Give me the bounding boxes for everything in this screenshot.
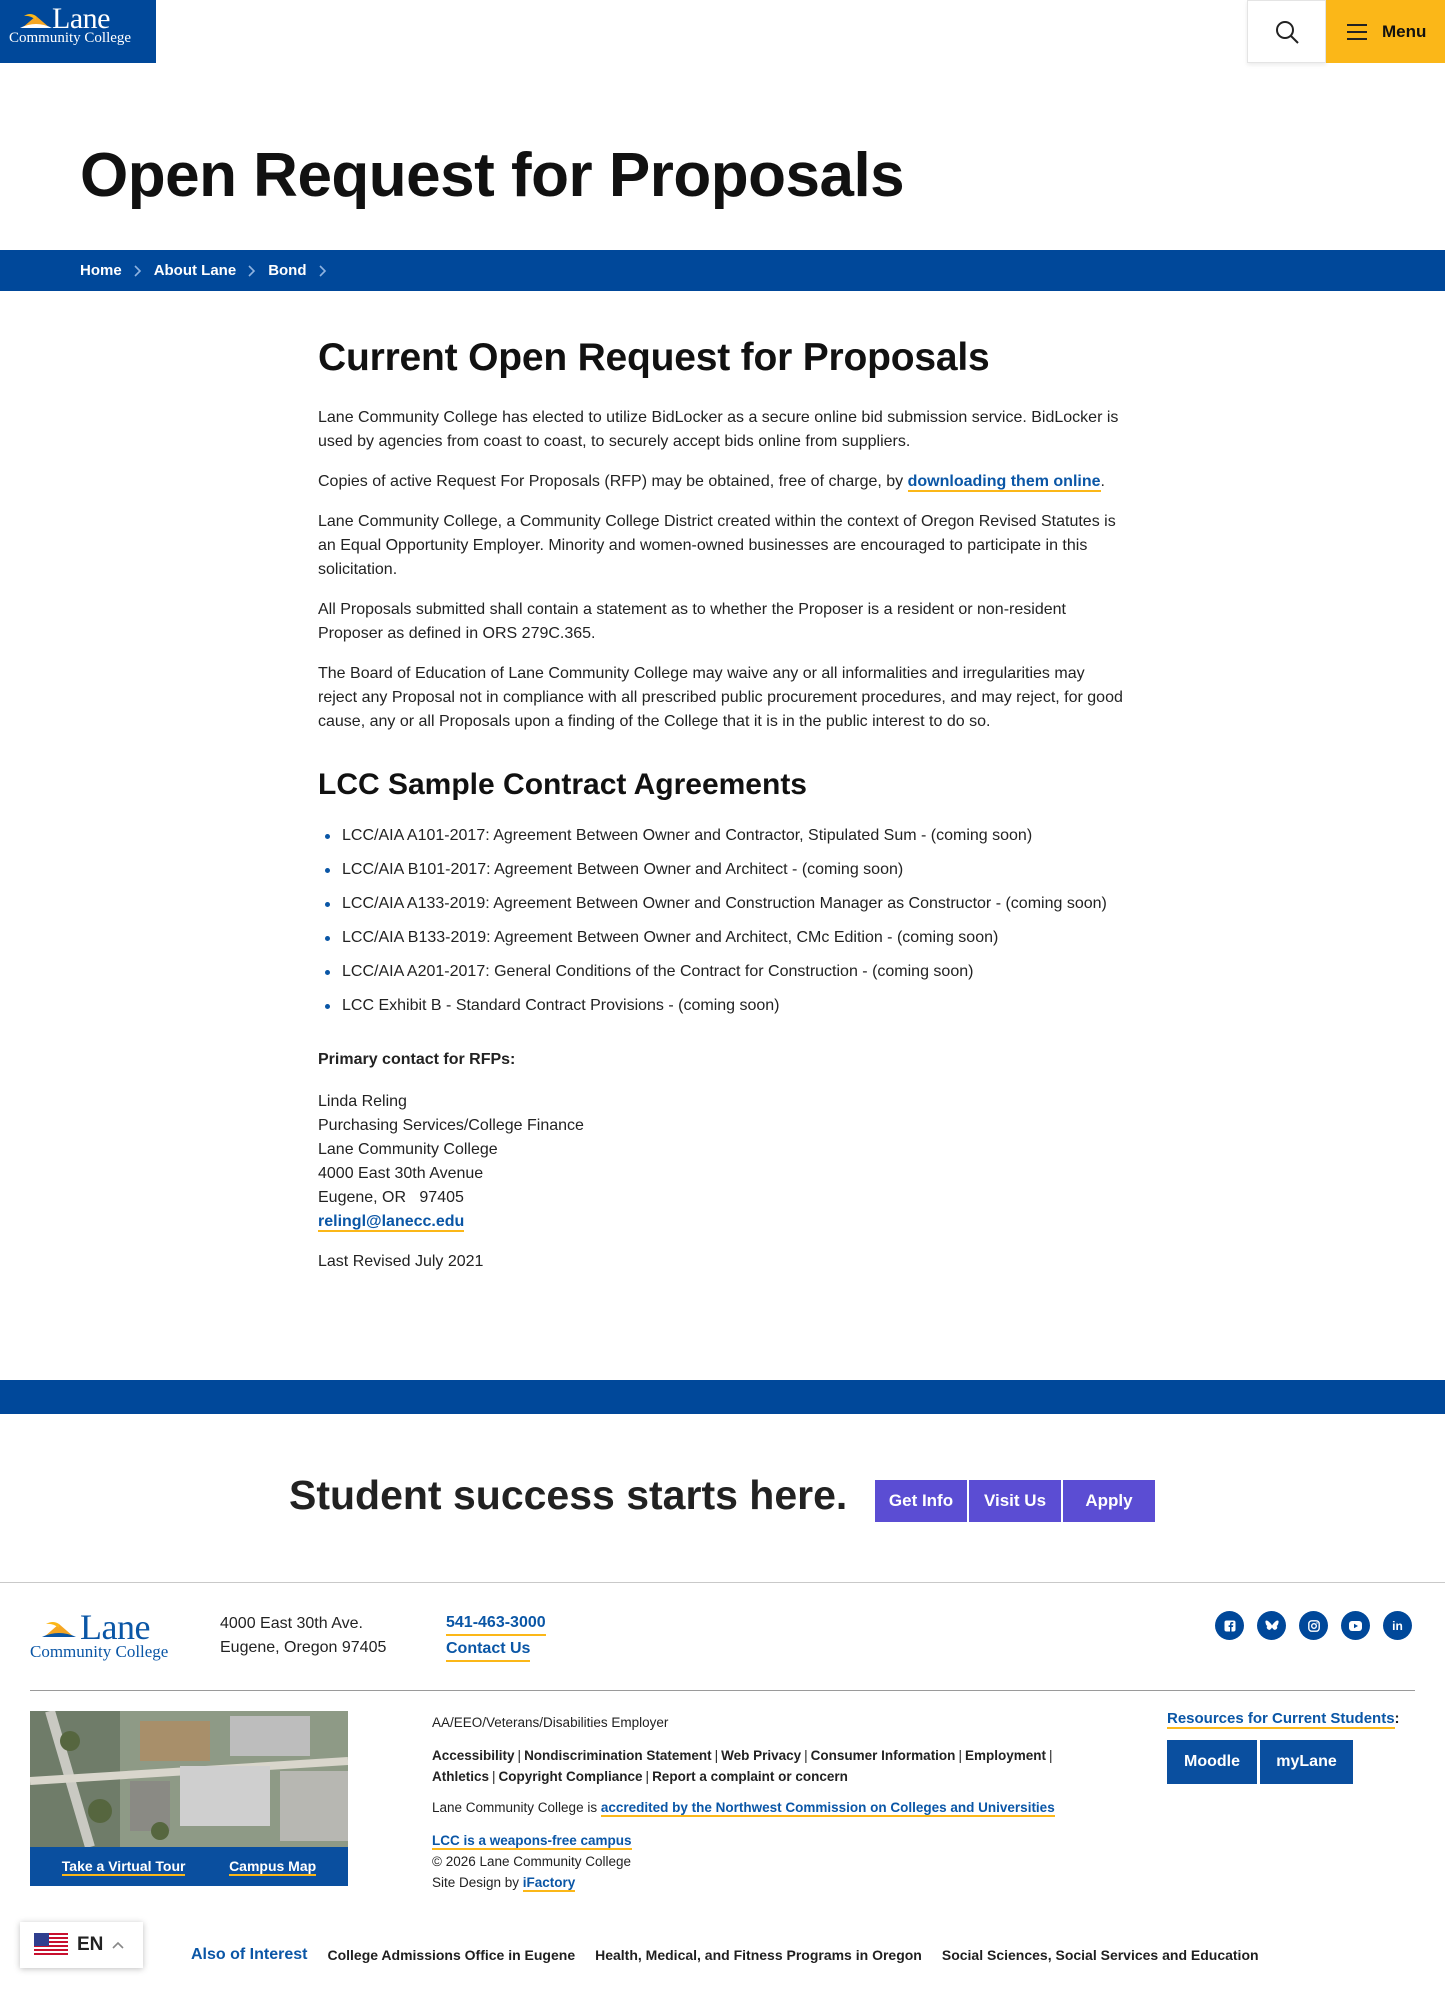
logo-subtitle: Community College — [9, 30, 132, 46]
list-item: LCC/AIA A101-2017: Agreement Between Owner and Contractor, Stipulated Sum - (coming soon) — [318, 824, 1128, 848]
linkedin-icon[interactable]: in — [1383, 1611, 1412, 1640]
footer-divider-2 — [30, 1690, 1415, 1691]
student-resources — [1167, 1710, 1400, 1784]
main-content — [318, 336, 1128, 1290]
footer-link-web-privacy[interactable]: Web Privacy — [721, 1748, 802, 1763]
breadcrumb-home[interactable]: Home — [80, 262, 122, 279]
footer-link-accessibility[interactable]: Accessibility — [432, 1748, 515, 1763]
footer-link-nondiscrimination[interactable]: Nondiscrimination Statement — [524, 1748, 712, 1763]
mylane-button[interactable]: myLane — [1260, 1740, 1353, 1784]
agreements-heading: LCC Sample Contract Agreements — [318, 768, 807, 801]
list-item: LCC/AIA B101-2017: Agreement Between Owner and Architect - (coming soon) — [318, 858, 1128, 882]
equal-opportunity-paragraph: Lane Community College, a Community College District created within the context of Oregon Revised Statutes is an Equal Opportunity Employer. Minority and women-owned businesses are encouraged to participate in this solicitation. — [318, 513, 1116, 578]
footer-link-copyright[interactable]: Copyright Compliance — [498, 1769, 643, 1784]
instagram-icon[interactable] — [1299, 1611, 1328, 1640]
campus-aerial-image — [30, 1711, 348, 1847]
moodle-button[interactable]: Moodle — [1167, 1740, 1257, 1784]
contact-org: Lane Community College — [318, 1141, 498, 1158]
campus-map-link[interactable]: Campus Map — [229, 1857, 317, 1874]
interest-link[interactable]: Social Sciences, Social Services and Education — [941, 1947, 1259, 1963]
bluesky-icon[interactable] — [1257, 1611, 1286, 1640]
also-of-interest-label: Also of Interest — [191, 1946, 308, 1963]
ifactory-link[interactable]: iFactory — [522, 1875, 576, 1890]
list-item: LCC/AIA B133-2019: Agreement Between Owner and Architect, CMc Edition - (coming soon) — [318, 926, 1128, 950]
contact-label: Primary contact for RFPs: — [318, 1051, 516, 1068]
breadcrumb — [0, 250, 1445, 291]
footer-contact — [446, 1612, 546, 1664]
get-info-button[interactable]: Get Info — [875, 1480, 967, 1522]
resources-link[interactable]: Resources for Current Students — [1167, 1710, 1395, 1727]
section-heading: Current Open Request for Proposals — [318, 336, 990, 379]
interest-link[interactable]: Health, Medical, and Fitness Programs in Oregon — [595, 1947, 922, 1963]
also-of-interest — [191, 1946, 1259, 1964]
search-button[interactable] — [1247, 0, 1326, 63]
period: . — [1100, 473, 1105, 490]
agreements-list — [318, 824, 1128, 1018]
logo-wordmark: Lane — [52, 2, 110, 35]
contact-us-link[interactable]: Contact Us — [446, 1638, 530, 1662]
residency-paragraph: All Proposals submitted shall contain a statement as to whether the Proposer is a resident or non-resident Proposer as defined in ORS 279C.365. — [318, 601, 1066, 642]
resources-colon: : — [1394, 1710, 1400, 1727]
menu-button[interactable] — [1326, 0, 1445, 63]
contact-city: Eugene, OR 97405 — [318, 1189, 464, 1206]
phone-link[interactable]: 541-463-3000 — [446, 1612, 546, 1636]
sunrise-icon — [42, 1620, 76, 1637]
contact-street: 4000 East 30th Avenue — [318, 1165, 484, 1182]
contact-block — [318, 1090, 1128, 1234]
breadcrumb-bond[interactable]: Bond — [268, 262, 307, 279]
contact-name: Linda Reling — [318, 1093, 407, 1110]
contact-dept: Purchasing Services/College Finance — [318, 1117, 584, 1134]
language-code: EN — [77, 1934, 104, 1955]
interest-link[interactable]: College Admissions Office in Eugene — [327, 1947, 576, 1963]
rfp-copies-text: Copies of active Request For Proposals (RFP) may be obtained, free of charge, by — [318, 473, 908, 490]
search-icon — [1274, 19, 1300, 45]
social-links — [1215, 1611, 1412, 1640]
cta-buttons — [875, 1480, 1155, 1522]
footer-logo-wordmark: Lane — [80, 1607, 150, 1647]
last-revised: Last Revised July 2021 — [318, 1253, 484, 1270]
footer-logo[interactable] — [30, 1608, 175, 1664]
chevron-up-icon — [112, 1941, 124, 1949]
rfp-copies-paragraph — [318, 470, 1128, 494]
visit-us-button[interactable]: Visit Us — [969, 1480, 1061, 1522]
map-link-bar — [30, 1847, 348, 1886]
footer-logo-subtitle: Community College — [30, 1642, 169, 1661]
footer-info — [432, 1712, 1112, 1893]
resource-buttons — [1167, 1740, 1400, 1784]
divider-band — [0, 1380, 1445, 1414]
chevron-right-icon — [248, 265, 256, 277]
page-title: Open Request for Proposals — [80, 141, 905, 210]
site-design-text: Site Design by — [432, 1875, 523, 1890]
weapons-free-link[interactable]: LCC is a weapons-free campus — [432, 1833, 632, 1848]
hamburger-icon — [1346, 23, 1368, 41]
address-line-1: 4000 East 30th Ave. — [220, 1615, 363, 1632]
chevron-right-icon — [134, 265, 142, 277]
footer-link-athletics[interactable]: Athletics — [432, 1769, 490, 1784]
footer-links: Accessibility | Nondiscrimination Statement | Web Privacy | Consumer Information | Employment | Athletics | Copyright Compliance | Report a complaint or concern — [432, 1748, 1053, 1784]
virtual-tour-link[interactable]: Take a Virtual Tour — [61, 1857, 186, 1874]
cta-title: Student success starts here. — [289, 1472, 848, 1518]
footer-link-employment[interactable]: Employment — [964, 1748, 1046, 1763]
accreditation-link[interactable]: accredited by the Northwest Commission on Colleges and Universities — [600, 1800, 1055, 1815]
intro-paragraph: Lane Community College has elected to utilize BidLocker as a secure online bid submission service. BidLocker is used by agencies from coast to coast, to securely accept bids online from suppliers. — [318, 409, 1119, 450]
footer-divider — [0, 1582, 1445, 1583]
address-line-2: Eugene, Oregon 97405 — [220, 1639, 387, 1656]
language-selector[interactable] — [20, 1922, 143, 1968]
list-item: LCC/AIA A133-2019: Agreement Between Owner and Construction Manager as Constructor - (coming soon) — [318, 892, 1128, 916]
apply-button[interactable]: Apply — [1063, 1480, 1155, 1522]
us-flag-icon — [34, 1933, 68, 1957]
list-item: LCC Exhibit B - Standard Contract Provisions - (coming soon) — [318, 994, 1128, 1018]
footer-address — [220, 1612, 386, 1660]
youtube-icon[interactable] — [1341, 1611, 1370, 1640]
campus-map-card[interactable] — [30, 1711, 348, 1886]
footer-link-complaint[interactable]: Report a complaint or concern — [652, 1769, 848, 1784]
employer-statement: AA/EEO/Veterans/Disabilities Employer — [432, 1715, 669, 1730]
contact-email-link[interactable]: relingl@lanecc.edu — [318, 1213, 465, 1230]
footer-link-consumer-info[interactable]: Consumer Information — [810, 1748, 956, 1763]
sunrise-icon — [20, 12, 52, 28]
download-rfp-link[interactable]: downloading them online — [907, 473, 1101, 490]
breadcrumb-about-lane[interactable]: About Lane — [153, 262, 237, 279]
weapons-free — [432, 1830, 1112, 1851]
accreditation-text: Lane Community College is — [432, 1800, 601, 1815]
site-logo[interactable] — [0, 0, 156, 63]
facebook-icon[interactable] — [1215, 1611, 1244, 1640]
menu-label: Menu — [1382, 21, 1427, 41]
copyright: © 2026 Lane Community College — [432, 1854, 632, 1869]
list-item: LCC/AIA A201-2017: General Conditions of the Contract for Construction - (coming soon) — [318, 960, 1128, 984]
chevron-right-icon — [319, 265, 327, 277]
site-design — [432, 1872, 1112, 1893]
accreditation — [432, 1797, 1112, 1818]
board-paragraph: The Board of Education of Lane Community College may waive any or all informalities and irregularities may reject any Proposal not in compliance with all prescribed public procurement procedures, and may reject, for good cause, any or all Proposals upon a finding of the College that it is in the public interest to do so. — [318, 665, 1123, 730]
